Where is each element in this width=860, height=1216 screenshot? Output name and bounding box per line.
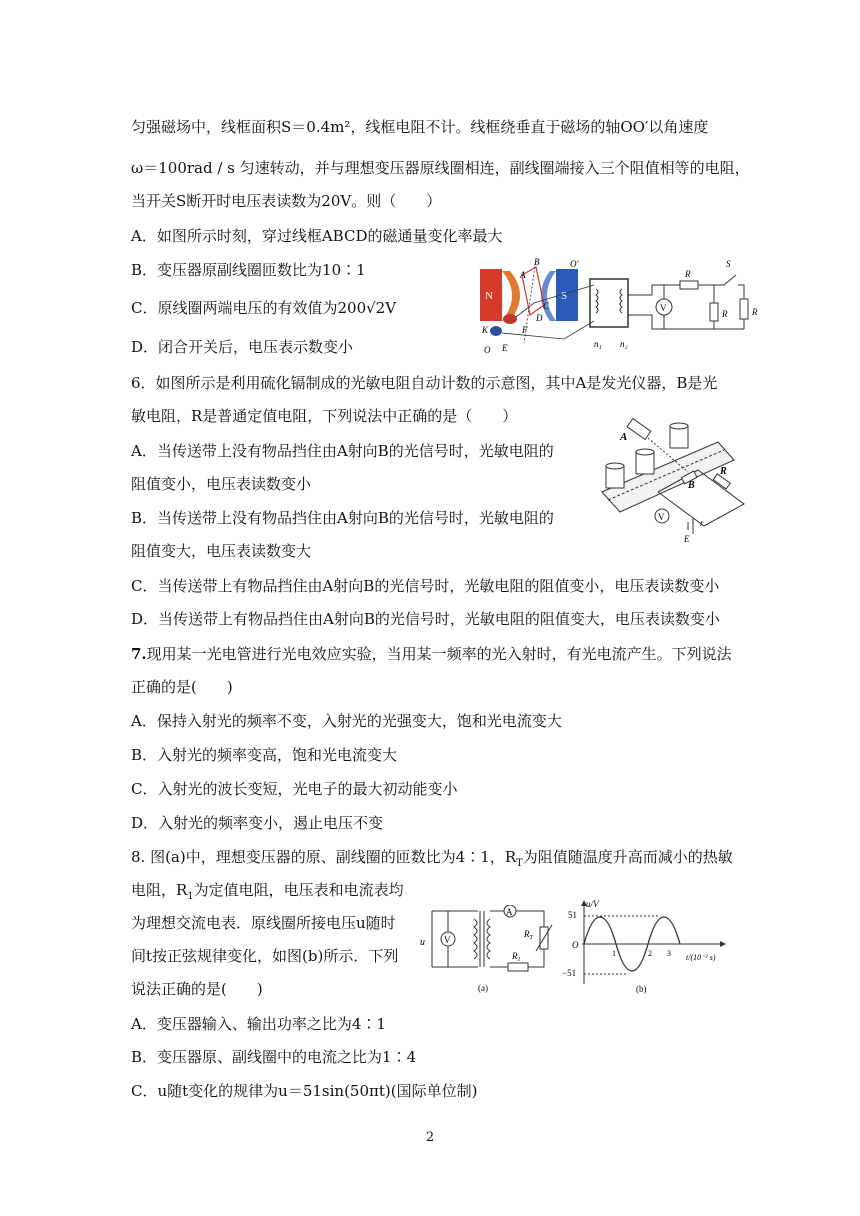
label-rt: $R_T$ — [524, 929, 533, 941]
label-e: E — [684, 534, 690, 544]
label-u: u — [420, 937, 425, 948]
page-number: 2 — [425, 1130, 435, 1145]
q8-option-c: C．u随t变化的规律为u＝51sin(50πt)(国际单位制) — [131, 1082, 478, 1100]
q8-line-1-a: 8. 图(a)中，理想变压器的原、副线圈的匝数比为4∶1，R — [131, 848, 517, 866]
q5-figure — [474, 255, 764, 355]
label-coil-f: F — [522, 325, 528, 335]
q8-line-2-b: 为定值电阻，电压表和电流表均 — [193, 881, 404, 899]
q8-line-5: 说法正确的是( ) — [131, 980, 263, 998]
label-r-top: R — [685, 269, 691, 279]
q8-option-a: A．变压器输入、输出功率之比为4∶1 — [131, 1015, 386, 1033]
label-voltmeter: V — [660, 303, 667, 313]
q5-option-a: A．如图所示时刻，穿过线框ABCD的磁通量变化率最大 — [131, 227, 503, 245]
q7-stem: 现用某一光电管进行光电效应实验，当用某一频率的光入射时，有光电流产生。下列说法 — [146, 645, 732, 663]
q8-r1-sub: 1 — [187, 891, 194, 902]
q6-option-d: D．当传送带上有物品挡住由A射向B的光信号时，光敏电阻的阻值变大，电压表读数变小 — [131, 610, 720, 628]
q5-option-b: B．变压器原副线圈匝数比为10∶1 — [131, 261, 366, 279]
label-r: R — [720, 466, 727, 477]
label-r-mid: R — [722, 309, 728, 319]
label-o: O — [484, 345, 491, 355]
origin-label: O — [572, 940, 579, 950]
q7-option-d: D．入射光的频率变小，遏止电压不变 — [131, 814, 384, 832]
q6-option-a-line-1: A．当传送带上没有物品挡住由A射向B的光信号时，光敏电阻的 — [131, 442, 554, 460]
label-voltmeter: V — [444, 935, 451, 945]
tick-3: 3 — [667, 949, 671, 958]
caption-b: (b) — [636, 984, 647, 994]
q6-option-b-line-1: B．当传送带上没有物品挡住由A射向B的光信号时，光敏电阻的 — [131, 509, 554, 527]
q8-line-3: 为理想交流电表．原线圈所接电压u随时 — [131, 914, 396, 932]
q8-line-2 — [131, 880, 404, 907]
q5-line-2: ω＝100rad / s 匀速转动，并与理想变压器原线圈相连，副线圈端接入三个阻值相等的电阻， — [131, 159, 750, 177]
label-b: B — [688, 480, 695, 491]
label-r-internal: r — [700, 518, 704, 528]
label-r1: $R_1$ — [512, 951, 521, 963]
q6-line-2: 敏电阻，R是普通定值电阻，下列说法中正确的是（ ） — [131, 407, 518, 425]
caption-a: (a) — [478, 983, 488, 993]
q5-option-c: C．原线圈两端电压的有效值为200√2V — [131, 299, 397, 317]
label-voltmeter: V — [658, 512, 665, 522]
q7-line-2: 正确的是( ) — [131, 678, 233, 696]
q8-line-2-a: 电阻，R — [131, 881, 188, 899]
q7-option-c: C．入射光的波长变短，光电子的最大初动能变小 — [131, 780, 458, 798]
q8-line-1 — [131, 847, 733, 874]
label-coil-a: A — [520, 270, 526, 280]
y-axis-label: u/V — [586, 899, 599, 909]
label-switch: S — [726, 259, 731, 269]
label-coil-e: E — [502, 343, 508, 353]
label-r-right: R — [752, 307, 758, 317]
label-s: S — [561, 290, 568, 302]
label-coil-c: C — [543, 301, 550, 311]
q8-rt-sub: T — [516, 858, 523, 869]
y-max-label: 51 — [568, 910, 577, 920]
label-n: N — [485, 290, 493, 302]
q5-option-d: D．闭合开关后，电压表示数变小 — [131, 338, 354, 356]
x-axis-label: t/(10⁻² s) — [686, 953, 716, 962]
label-n2: n₂ — [620, 339, 628, 349]
label-n1: n₁ — [594, 339, 602, 349]
q7-option-a: A．保持入射光的频率不变，入射光的光强变大，饱和光电流变大 — [131, 712, 562, 730]
label-coil-b: B — [534, 257, 540, 267]
q7-option-b: B．入射光的频率变高，饱和光电流变大 — [131, 746, 398, 764]
q8-option-b: B．变压器原、副线圈中的电流之比为1∶4 — [131, 1048, 417, 1066]
tick-2: 2 — [648, 949, 652, 958]
q8-line-1-b: 为阻值随温度升高而减小的热敏 — [522, 848, 733, 866]
q6-option-b-line-2: 阻值变大，电压表读数变大 — [131, 542, 312, 560]
q8-line-4: 间t按正弦规律变化，如图(b)所示．下列 — [131, 947, 399, 965]
label-o-prime: O′ — [570, 259, 579, 269]
label-ammeter: A — [506, 907, 513, 917]
label-coil-d: D — [536, 313, 543, 323]
q5-line-3: 当开关S断开时电压表读数为20V。则（ ） — [131, 192, 442, 210]
q6-line-1: 6．如图所示是利用硫化镉制成的光敏电阻自动计数的示意图，其中A是发光仪器，B是光 — [131, 374, 718, 392]
q7-number: 7. — [131, 645, 147, 663]
label-k: K — [482, 325, 489, 335]
q6-option-a-line-2: 阻值变小，电压表读数变小 — [131, 475, 312, 493]
q8-figure-a — [418, 905, 553, 995]
y-min-label: −51 — [562, 968, 577, 978]
q7-line-1 — [131, 644, 732, 664]
label-a: A — [620, 431, 628, 443]
q5-line-1: 匀强磁场中，线框面积S＝0.4m²，线框电阻不计。线框绕垂直于磁场的轴OO′以角速度 — [131, 118, 709, 136]
tick-1: 1 — [612, 949, 616, 958]
q6-option-c: C．当传送带上有物品挡住由A射向B的光信号时，光敏电阻的阻值变小，电压表读数变小 — [131, 577, 720, 595]
q6-figure — [598, 412, 748, 544]
q8-figure-b — [560, 898, 730, 996]
